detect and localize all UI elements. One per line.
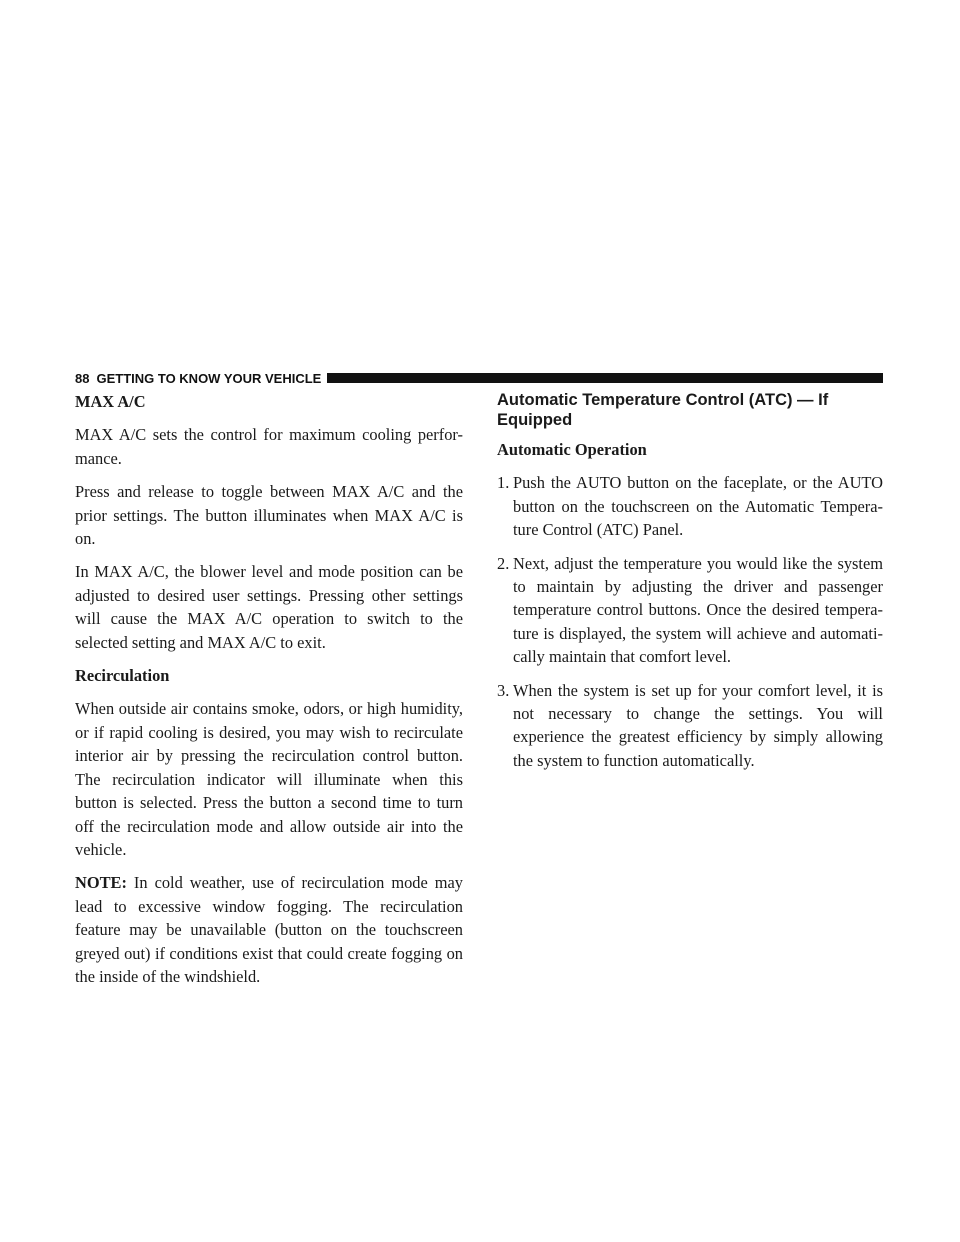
header-rule [327,373,883,383]
recirculation-heading: Recirculation [75,666,170,686]
list-item [497,679,883,773]
recirculation-note [75,871,463,988]
automatic-operation-steps [497,471,883,772]
max-ac-heading: MAX A/C [75,392,146,411]
recirculation-paragraph: When outside air contains smoke, odors, or high humidity, or if rapid cooling is desired, you may wish to recirculate interior air by pressing the recirculation control button. The recirculation indicator will illuminate when this button is selected. Press the button a second time to turn off the recirculation mode and allow outside air into the vehicle. [75,699,463,859]
left-column [75,390,463,998]
note-label: NOTE: [75,873,127,893]
step-text: When the system is set up for your comfort level, it is not necessary to change the settings. You will experience the greatest efficiency by simply allowing the system to function automatically. [513,680,883,770]
atc-heading: Automatic Temperature Control (ATC) — If Equipped [497,391,829,429]
automatic-operation-heading: Automatic Operation [497,440,647,459]
note-text: In cold weather, use of recirculation mode may lead to excessive window fogging. The recirculation feature may be unavailable (button on the touchscreen greyed out) if conditions exist that could create fogging on the inside of the windshield. [75,873,463,986]
max-ac-paragraph-3: In MAX A/C, the blower level and mode position can be adjusted to desired user settings. Pressing other settings will cause the MAX A/C operation to switch to the selected setting and MAX A/C to exit. [75,562,463,652]
step-number: 3. [497,680,510,700]
right-column [497,390,883,782]
list-item [497,552,883,669]
step-number: 2. [497,553,510,573]
step-number: 1. [497,473,510,493]
section-title: GETTING TO KNOW YOUR VEHICLE [96,370,322,386]
page-number: 88 [75,370,90,386]
list-item [497,471,883,541]
step-text: Push the AUTO button on the faceplate, or the AUTO button on the touchscreen on the Automatic Tempera-ture Control (ATC) Panel. [513,473,883,540]
max-ac-paragraph-2: Press and release to toggle between MAX A/C and the prior settings. The button illuminates when MAX A/C is on. [75,482,463,549]
step-text: Next, adjust the temperature you would like the system to maintain by adjusting the driver and passenger temperature control buttons. Once the desired tempera-ture is displayed, the system will achieve and automati-cally maintain that comfort level. [513,553,883,667]
page-header [75,368,883,388]
max-ac-paragraph-1: MAX A/C sets the control for maximum cooling perfor-mance. [75,425,463,468]
